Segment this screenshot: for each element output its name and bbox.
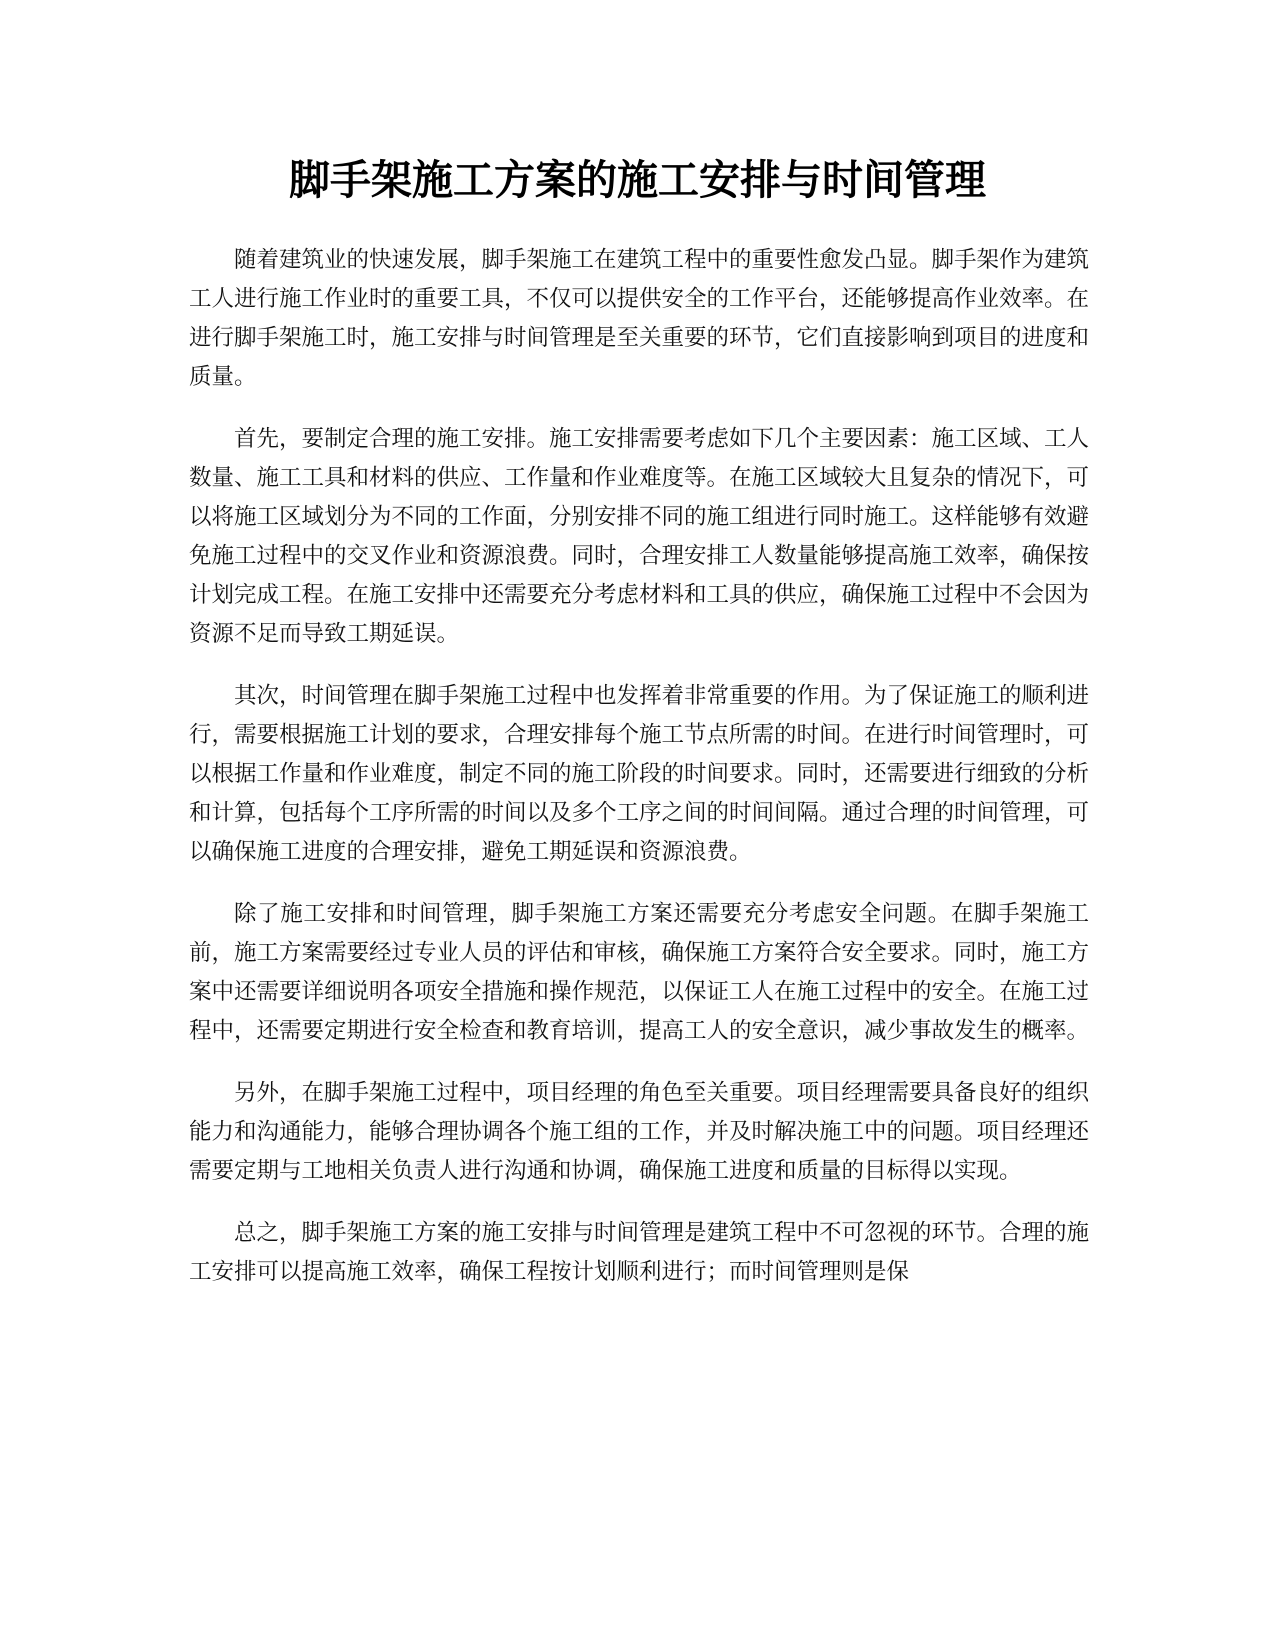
paragraph-safety: 除了施工安排和时间管理，脚手架施工方案还需要充分考虑安全问题。在脚手架施工前，施工方案需要经过专业人员的评估和审核，确保施工方案符合安全要求。同时，施工方案中还需要详细说明各项安全措施和操作规范，以保证工人在施工过程中的安全。在施工过程中，还需要定期进行安全检查和教育培训，提高工人的安全意识，减少事故发生的概率。 [189,901,1090,1044]
page-title: 脚手架施工方案的施工安排与时间管理 [289,156,986,204]
paragraph-time-management: 其次，时间管理在脚手架施工过程中也发挥着非常重要的作用。为了保证施工的顺利进行，需要根据施工计划的要求，合理安排每个施工节点所需的时间。在进行时间管理时，可以根据工作量和作业难度，制定不同的施工阶段的时间要求。同时，还需要进行细致的分析和计算，包括每个工序所需的时间以及多个工序之间的时间间隔。通过合理的时间管理，可以确保施工进度的合理安排，避免工期延误和资源浪费。 [189,683,1090,865]
paragraph-intro: 随着建筑业的快速发展，脚手架施工在建筑工程中的重要性愈发凸显。脚手架作为建筑工人进行施工作业时的重要工具，不仅可以提供安全的工作平台，还能够提高作业效率。在进行脚手架施工时，施工安排与时间管理是至关重要的环节，它们直接影响到项目的进度和质量。 [189,247,1090,390]
paragraph-conclusion: 总之，脚手架施工方案的施工安排与时间管理是建筑工程中不可忽视的环节。合理的施工安排可以提高施工效率，确保工程按计划顺利进行；而时间管理则是保 [189,1220,1090,1285]
document-body [189,241,1089,1315]
paragraph-construction-arrangement: 首先，要制定合理的施工安排。施工安排需要考虑如下几个主要因素：施工区域、工人数量、施工工具和材料的供应、工作量和作业难度等。在施工区域较大且复杂的情况下，可以将施工区域划分为不同的工作面，分别安排不同的施工组进行同时施工。这样能够有效避免施工过程中的交叉作业和资源浪费。同时，合理安排工人数量能够提高施工效率，确保按计划完成工程。在施工安排中还需要充分考虑材料和工具的供应，确保施工过程中不会因为资源不足而导致工期延误。 [189,426,1090,647]
paragraph-project-manager: 另外，在脚手架施工过程中，项目经理的角色至关重要。项目经理需要具备良好的组织能力和沟通能力，能够合理协调各个施工组的工作，并及时解决施工中的问题。项目经理还需要定期与工地相关负责人进行沟通和协调，确保施工进度和质量的目标得以实现。 [189,1080,1090,1184]
